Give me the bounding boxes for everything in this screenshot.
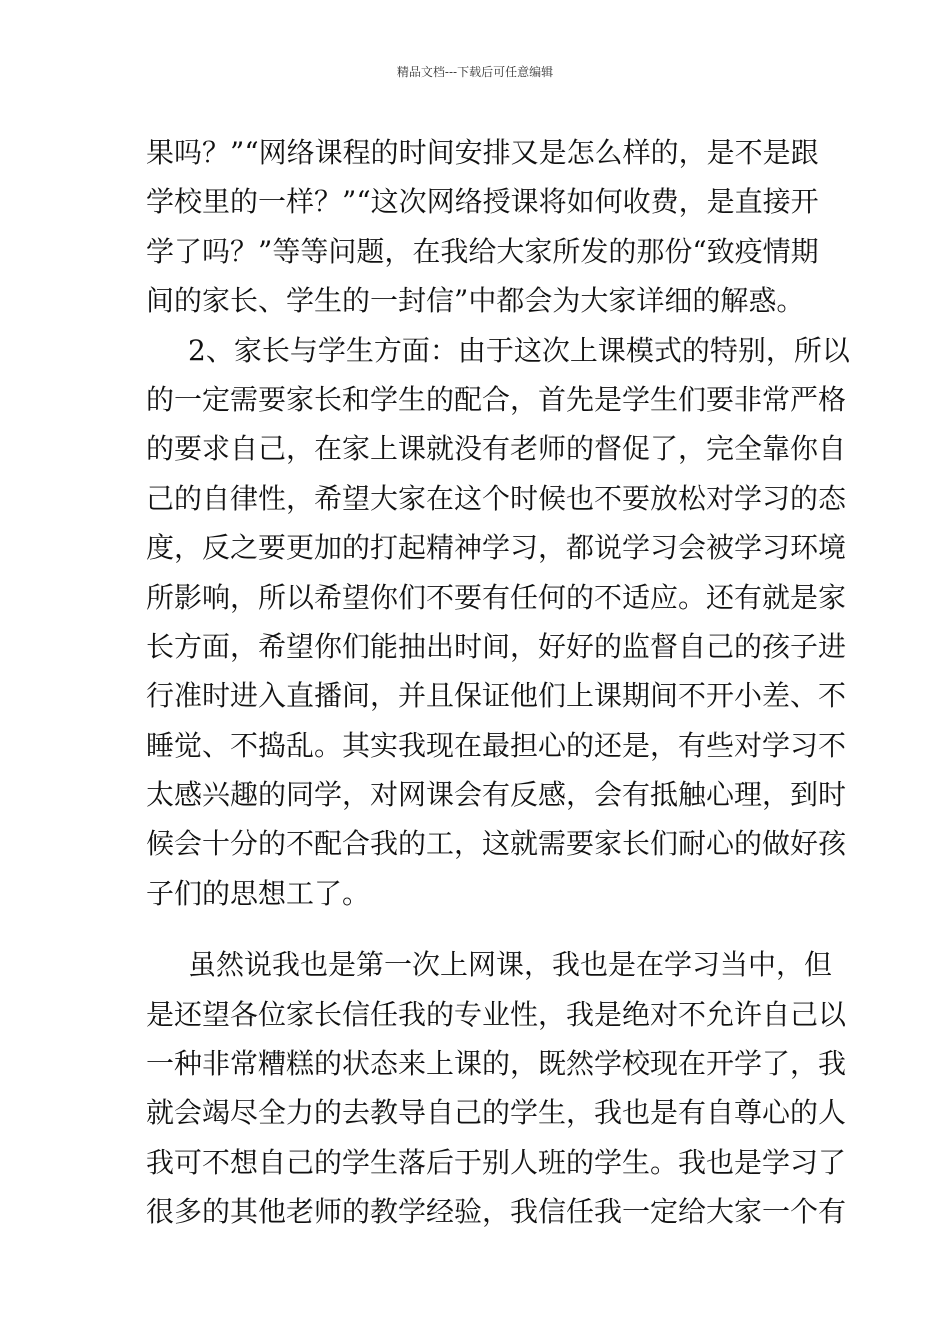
text-line: 间的家长、学生的一封信”中都会为大家详细的解惑。 — [146, 284, 805, 318]
text-line: 己的自律性，希望大家在这个时候也不要放松对学习的态 — [146, 481, 847, 515]
text-line: 果吗？”“网络课程的时间安排又是怎么样的，是不是跟 — [146, 136, 819, 169]
text-line: 候会十分的不配合我的工，这就需要家长们耐心的做好孩 — [146, 827, 847, 861]
text-line: 我可不想自己的学生落后于别人班的学生。我也是学习了 — [146, 1145, 847, 1179]
text-line: 是还望各位家长信任我的专业性，我是绝对不允许自己以 — [146, 997, 847, 1031]
paragraph-2 — [146, 326, 850, 919]
paragraph-spacer — [146, 918, 811, 940]
text-line: 的一定需要家长和学生的配合，首先是学生们要非常严格 — [146, 382, 847, 416]
text-line: 学了吗？”等等问题，在我给大家所发的那份“致疫情期 — [146, 234, 819, 268]
paragraph-3 — [146, 940, 847, 1236]
text-line: 学校里的一样？”“这次网络授课将如何收费，是直接开 — [146, 185, 819, 219]
paragraph-1 — [146, 128, 819, 326]
text-line: 很多的其他老师的教学经验，我信任我一定给大家一个有 — [146, 1195, 847, 1229]
text-line: 长方面，希望你们能抽出时间，好好的监督自己的孩子进 — [146, 629, 847, 663]
text-line: 一种非常糟糕的状态来上课的，既然学校现在开学了，我 — [146, 1047, 847, 1081]
page-header: 精品文档---下载后可任意编辑 — [396, 65, 554, 79]
text-line: 所影响，所以希望你们不要有任何的不适应。还有就是家 — [146, 580, 847, 614]
text-line: 2、家长与学生方面：由于这次上课模式的特别，所以 — [188, 333, 850, 367]
text-line: 子们的思想工了。 — [146, 876, 371, 910]
document-body — [146, 128, 850, 1237]
text-line: 就会竭尽全力的去教导自己的学生，我也是有自尊心的人 — [146, 1096, 847, 1130]
text-line: 睡觉、不捣乱。其实我现在最担心的还是，有些对学习不 — [146, 728, 847, 762]
text-line: 太感兴趣的同学，对网课会有反感，会有抵触心理，到时 — [146, 778, 847, 812]
text-line: 的要求自己，在家上课就没有老师的督促了，完全靠你自 — [146, 432, 847, 466]
text-line: 虽然说我也是第一次上网课，我也是在学习当中，但 — [188, 948, 833, 982]
text-line: 行准时进入直播间，并且保证他们上课期间不开小差、不 — [146, 679, 847, 713]
text-line: 度，反之要更加的打起精神学习，都说学习会被学习环境 — [146, 531, 847, 565]
